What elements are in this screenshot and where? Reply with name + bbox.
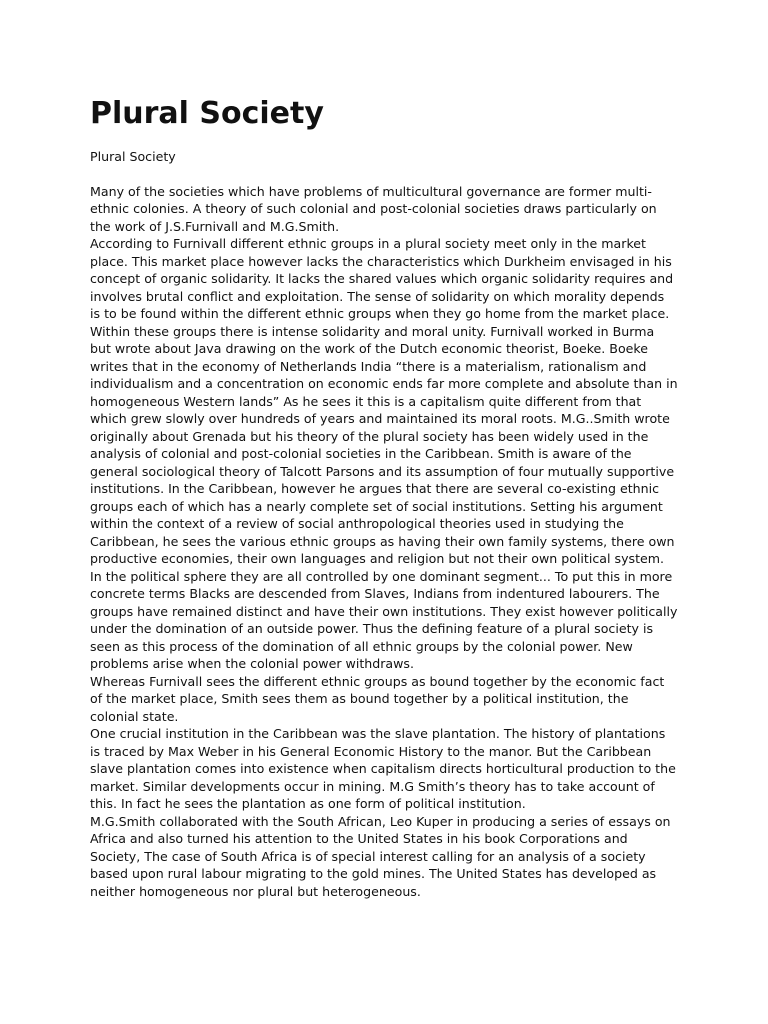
paragraph: According to Furnivall different ethnic groups in a plural society meet only in the market place. This market place however lacks the characteristics which Durkheim envisaged in his concept of organic solidarity. It lacks the shared values which organic solidarity requires and involves brutal conflict and exploitation. The sense of solidarity on which morality depends is to be found within the different ethnic groups when they go home from the market place. Within these groups there is intense solidarity and moral unity. Furnivall worked in Burma but wrote about Java drawing on the work of the Dutch economic theorist, Boeke. Boeke writes that in the economy of Netherlands India “there is a materialism, rationalism and individualism and a concentration on economic ends far more complete and absolute than in homogeneous Western lands” As he sees it this is a capitalism quite different from that which grew slowly over hundreds of years and maintained its moral roots. M.G..Smith wrote originally about Grenada but his theory of the plural society has been widely used in the analysis of colonial and post-colonial societies in the Caribbean. Smith is aware of the general sociological theory of Talcott Parsons and its assumption of four mutually supportive institutions. In the Caribbean, however he argues that there are several co-existing ethnic groups each of which has a nearly complete set of social institutions. Setting his argument within the context of a review of social anthropological theories used in studying the Caribbean, he sees the various ethnic groups as having their own family systems, there own productive economies, their own languages and religion but not their own political system. In the political sphere they are all controlled by one dominant segment... To put this in more concrete terms Blacks are descended from Slaves, Indians from indentured labourers. The groups have remained distinct and have their own institutions. They exist however politically under the domination of an outside power. Thus the defining feature of a plural society is seen as this process of the domination of all ethnic groups by the colonial power. New problems arise when the colonial power withdraws. bbox=[90, 236, 678, 671]
paragraph: Many of the societies which have problems of multicultural governance are former multi-ethnic colonies. A theory of such colonial and post-colonial societies draws particularly on the work of J.S.Furnivall and M.G.Smith. bbox=[90, 183, 657, 234]
document-body bbox=[90, 183, 678, 901]
document-title: Plural Society bbox=[90, 96, 324, 131]
paragraph: M.G.Smith collaborated with the South African, Leo Kuper in producing a series of essays on Africa and also turned his attention to the United States in his book Corporations and Society, The case of South Africa is of special interest calling for an analysis of a society based upon rural labour migrating to the gold mines. The United States has developed as neither homogeneous nor plural but heterogeneous. bbox=[90, 813, 671, 899]
document-subtitle: Plural Society bbox=[90, 149, 176, 164]
paragraph: Whereas Furnivall sees the different ethnic groups as bound together by the economic fact of the market place, Smith sees them as bound together by a political institution, the colonial state. bbox=[90, 673, 665, 724]
document-page bbox=[90, 94, 678, 900]
paragraph: One crucial institution in the Caribbean was the slave plantation. The history of plantations is traced by Max Weber in his General Economic History to the manor. But the Caribbean slave plantation comes into existence when capitalism directs horticultural production to the market. Similar developments occur in mining. M.G Smith’s theory has to take account of this. In fact he sees the plantation as one form of political institution. bbox=[90, 726, 676, 811]
